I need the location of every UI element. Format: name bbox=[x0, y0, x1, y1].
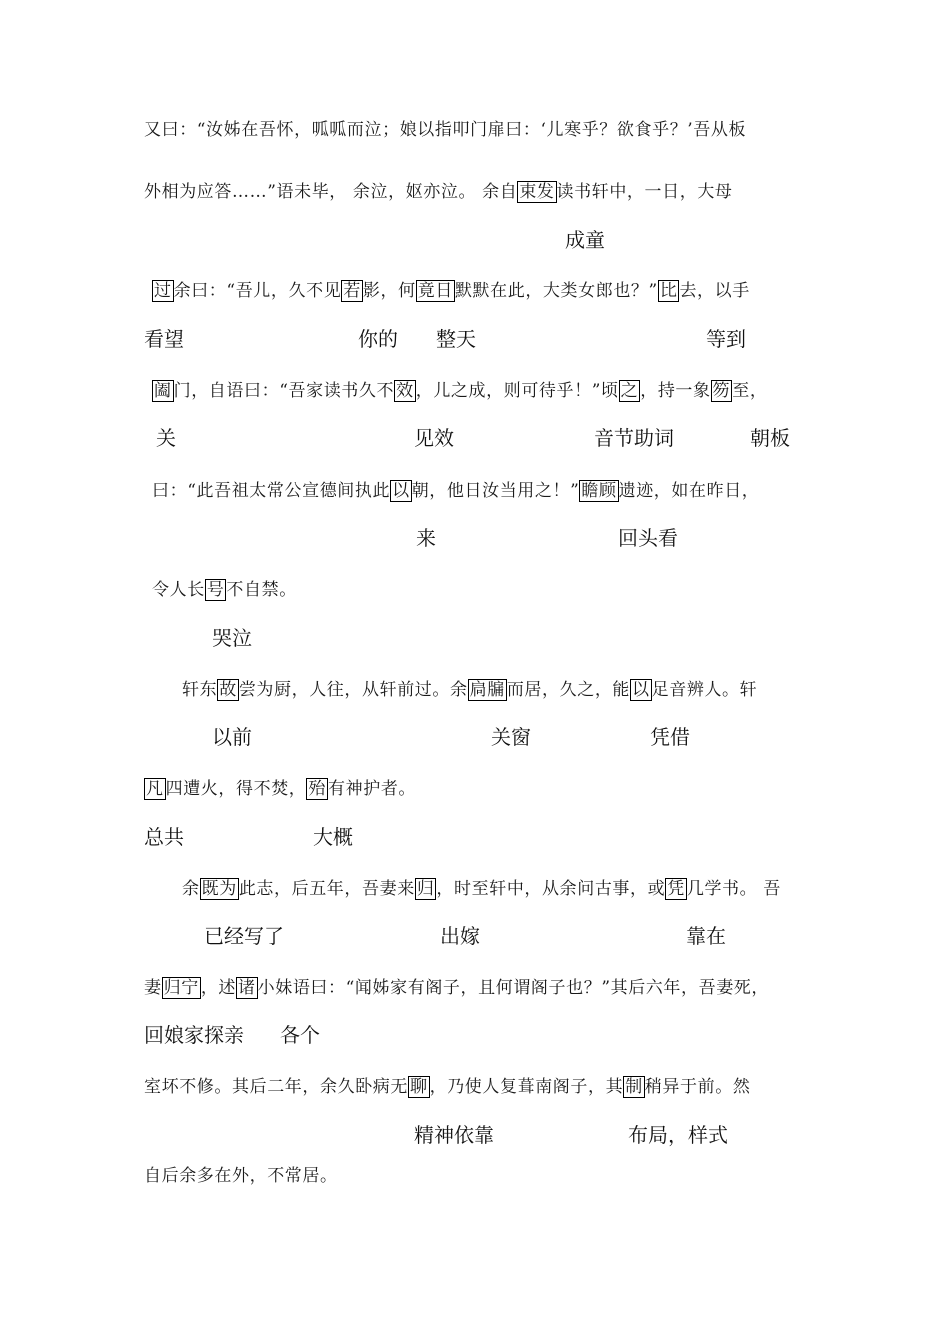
gloss-note: 出嫁 bbox=[440, 924, 480, 948]
text-segment: 曰：“此吾祖太常公宣德间执此 bbox=[152, 481, 391, 501]
text-line bbox=[152, 276, 750, 301]
annotated-term: 若 bbox=[343, 281, 361, 301]
gloss-note: 以前 bbox=[212, 725, 252, 749]
gloss-note: 布局，样式 bbox=[628, 1123, 728, 1147]
gloss-note: 哭泣 bbox=[212, 626, 252, 650]
annotated-term: 聊 bbox=[410, 1077, 428, 1097]
annotated-term: 以 bbox=[632, 680, 650, 700]
text-segment: 不自禁。 bbox=[226, 580, 297, 600]
text-segment: 有神护者。 bbox=[328, 779, 417, 799]
text-segment: 足音辨人。轩 bbox=[651, 680, 758, 700]
text-line bbox=[144, 973, 769, 998]
text-segment: 余 bbox=[182, 879, 200, 899]
text-segment: 尝为厨，人往，从轩前过。余 bbox=[238, 680, 468, 700]
gloss-note: 等到 bbox=[706, 327, 746, 351]
text-segment: 几学书。 吾 bbox=[686, 879, 781, 899]
text-segment: 轩东 bbox=[182, 680, 218, 700]
annotated-term: 阖 bbox=[154, 381, 172, 401]
gloss-note: 成童 bbox=[565, 228, 605, 252]
gloss-note: 看望 bbox=[144, 327, 184, 351]
annotated-term: 诸 bbox=[238, 978, 256, 998]
text-segment: ，乃使人复葺南阁子，其 bbox=[429, 1077, 624, 1097]
gloss-note: 各个 bbox=[280, 1023, 320, 1047]
annotated-term: 扃牖 bbox=[469, 680, 505, 700]
text-segment: ，持一象 bbox=[640, 381, 711, 401]
text-line bbox=[144, 1072, 750, 1097]
annotated-term: 制 bbox=[625, 1077, 643, 1097]
text-segment: 门，自语曰：“吾家读书久不 bbox=[173, 381, 395, 401]
annotated-term: 归 bbox=[416, 879, 435, 899]
annotated-term: 瞻顾 bbox=[581, 481, 617, 501]
text-segment: 朝，他日汝当用之！” bbox=[411, 481, 580, 501]
annotated-term: 束发 bbox=[519, 182, 555, 202]
text-segment: 至， bbox=[732, 381, 768, 401]
text-line bbox=[152, 575, 297, 600]
gloss-note: 见效 bbox=[414, 426, 454, 450]
annotated-term: 竟日 bbox=[417, 281, 453, 301]
annotated-term: 笏 bbox=[712, 381, 731, 401]
gloss-note: 回娘家探亲 bbox=[144, 1023, 244, 1047]
gloss-note: 总共 bbox=[144, 825, 184, 849]
gloss-note: 你的 bbox=[358, 327, 398, 351]
annotated-term: 凭 bbox=[667, 879, 685, 899]
text-line bbox=[144, 177, 733, 202]
text-segment: 自后余多在外，不常居。 bbox=[144, 1166, 338, 1186]
text-segment: 余曰：“吾儿，久不见 bbox=[173, 281, 342, 301]
text-segment: 遗迹，如在昨日， bbox=[618, 481, 760, 501]
text-line bbox=[182, 675, 757, 700]
gloss-note: 大概 bbox=[313, 825, 353, 849]
text-segment: 读书轩中，一日，大母 bbox=[556, 182, 733, 202]
annotated-term: 过 bbox=[154, 281, 172, 301]
text-segment: 四遭火，得不焚， bbox=[165, 779, 307, 799]
annotated-term: 凡 bbox=[146, 779, 164, 799]
gloss-note: 关 bbox=[156, 426, 176, 450]
text-segment: 默默在此，大类女郎也？” bbox=[454, 281, 658, 301]
gloss-note: 朝板 bbox=[750, 426, 790, 450]
annotated-term: 比 bbox=[659, 281, 678, 301]
gloss-note: 凭借 bbox=[650, 725, 690, 749]
text-segment: 又曰：“汝姊在吾怀，呱呱而泣；娘以指叩门扉曰：‘儿寒乎？欲食乎？’吾从板 bbox=[144, 120, 747, 140]
text-segment: ，时至轩中，从余问古事，或 bbox=[436, 879, 666, 899]
annotated-term: 以 bbox=[392, 481, 410, 501]
text-segment: 影，何 bbox=[362, 281, 416, 301]
annotated-term: 效 bbox=[396, 381, 414, 401]
text-segment: 此志，后五年，吾妻来 bbox=[238, 879, 415, 899]
annotated-term: 故 bbox=[219, 680, 237, 700]
annotated-term: 既为 bbox=[201, 879, 237, 899]
gloss-note: 来 bbox=[416, 526, 436, 550]
text-segment: ，儿之成，则可待乎！”顷 bbox=[415, 381, 619, 401]
text-segment: 小妹语曰：“闻姊家有阁子，且何谓阁子也？”其后六年，吾妻死， bbox=[257, 978, 770, 998]
gloss-note: 整天 bbox=[436, 327, 476, 351]
text-segment: ，述 bbox=[200, 978, 237, 998]
text-line bbox=[182, 874, 781, 899]
gloss-note: 靠在 bbox=[686, 924, 726, 948]
annotated-term: 殆 bbox=[308, 779, 327, 799]
text-line bbox=[152, 376, 767, 401]
text-segment: 去，以手 bbox=[679, 281, 750, 301]
annotated-term: 号 bbox=[206, 580, 225, 600]
gloss-note: 回头看 bbox=[618, 526, 678, 550]
text-segment: 令人长 bbox=[152, 580, 205, 600]
annotated-term: 之 bbox=[620, 381, 639, 401]
text-line bbox=[144, 1161, 338, 1186]
annotated-term: 归宁 bbox=[163, 978, 199, 998]
gloss-note: 精神依靠 bbox=[414, 1123, 494, 1147]
gloss-note: 已经写了 bbox=[204, 924, 284, 948]
text-line bbox=[144, 774, 416, 799]
gloss-note: 关窗 bbox=[491, 725, 531, 749]
text-segment: 稍异于前。然 bbox=[644, 1077, 751, 1097]
text-segment: 妻 bbox=[144, 978, 162, 998]
text-segment: 外相为应答……”语未毕， 余泣，妪亦泣。 余自 bbox=[144, 182, 518, 202]
text-line bbox=[144, 115, 746, 140]
text-segment: 而居，久之，能 bbox=[506, 680, 631, 700]
text-line bbox=[152, 476, 759, 501]
text-segment: 室坏不修。其后二年，余久卧病无 bbox=[144, 1077, 408, 1097]
gloss-note: 音节助词 bbox=[594, 426, 674, 450]
